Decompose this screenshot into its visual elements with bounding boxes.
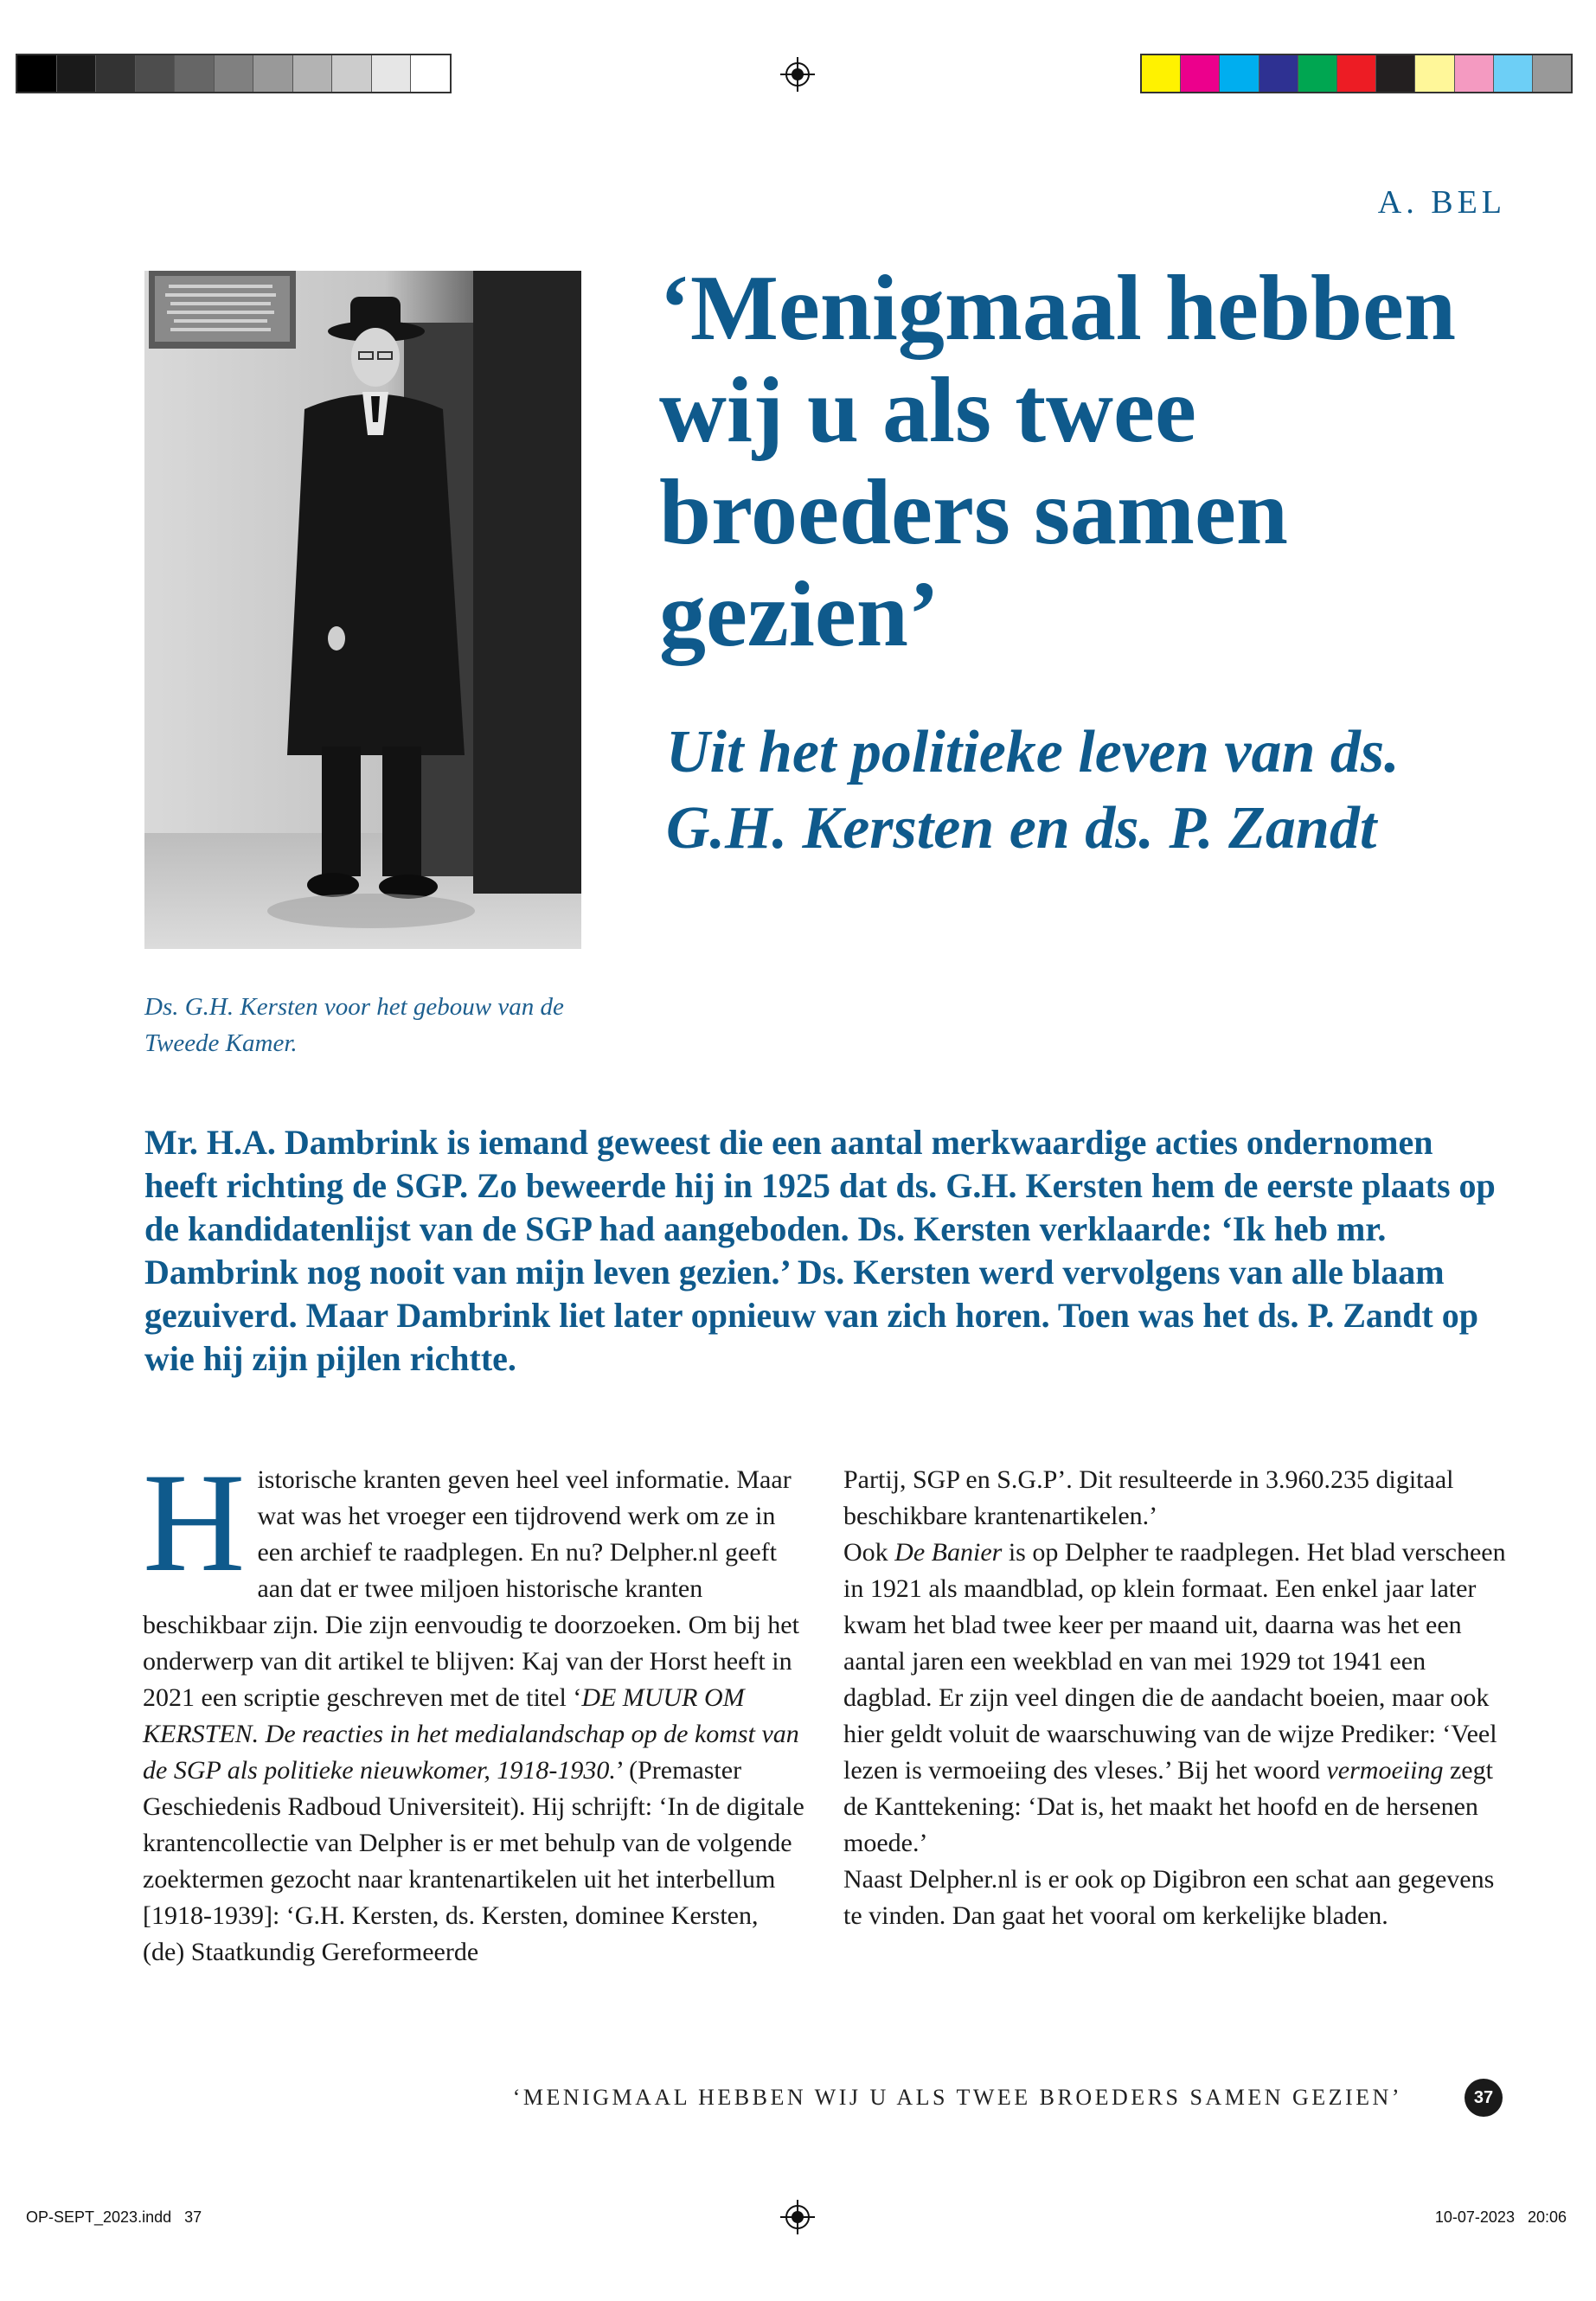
photo-caption: Ds. G.H. Kersten voor het gebouw van de Tweede Kamer. <box>144 993 564 1057</box>
body-text: is op Delpher te raadplegen. Het blad verscheen in 1921 als maandblad, op klein formaat. Een enkel jaar later kwam het blad twee keer per maand uit, daarna was het een aantal jaren een weekblad en van mei 1929 tot 1941 een dagblad. Er zijn veel dingen die de aandacht boeien, maar ook hier geldt voluit de waarschuwing van de wijze Prediker: ‘Veel lezen is vermoeiing des vleses.’ Bij het woord <box>843 1538 1506 1785</box>
color-swatch <box>1415 55 1454 92</box>
gray-swatch <box>96 55 136 92</box>
registration-mark-bottom-icon <box>780 2200 815 2234</box>
page-number: 37 <box>1465 2079 1503 2117</box>
color-swatch <box>1337 55 1376 92</box>
color-swatch <box>1376 55 1415 92</box>
color-calibration-strip <box>1140 54 1573 93</box>
color-swatch <box>1298 55 1337 92</box>
gray-swatch <box>372 55 412 92</box>
grayscale-calibration-strip <box>16 54 452 93</box>
running-title: ‘MENIGMAAL HEBBEN WIJ U ALS TWEE BROEDERS SAMEN GEZIEN’ <box>512 2085 1402 2110</box>
gray-swatch <box>17 55 57 92</box>
portrait-photo <box>144 271 581 949</box>
article-title: ‘Menigmaal hebben wij u als twee broeders samen gezien’ <box>659 257 1457 666</box>
slug-file-info: OP-SEPT_2023.indd 37 <box>26 2208 202 2226</box>
registration-mark-top-icon <box>780 57 815 92</box>
color-swatch <box>1259 55 1298 92</box>
emphasized-word: vermoeiing <box>1326 1756 1444 1785</box>
thesis-title: DE MUUR OM KERSTEN. De reacties in het medialandschap op de komst van de SGP als politieke nieuwkomer, 1918-1930. <box>143 1683 799 1785</box>
slug-date-info: 10-07-2023 20:06 <box>1434 2208 1567 2226</box>
color-swatch <box>1494 55 1533 92</box>
body-text: zegt de Kanttekening: ‘Dat is, het maakt het hoofd en de hersenen moede.’ <box>843 1756 1493 1857</box>
body-column-left <box>143 1445 805 1971</box>
body-text: istorische kranten geven heel veel informatie. Maar wat was het vroeger een tijdrovend werk om ze in een archief te raadplegen. En nu? Delpher.nl geeft aan dat er twee miljoen historische kranten beschikbaar zijn. Die zijn eenvoudig te doorzoeken. Om bij het onderwerp van dit artikel te blijven: Kaj van der Horst heeft in 2021 een scriptie geschreven met de titel ‘ <box>143 1465 799 1712</box>
gray-swatch <box>293 55 333 92</box>
drop-cap: H <box>143 1445 246 1601</box>
gray-swatch <box>175 55 215 92</box>
body-paragraph: Naast Delpher.nl is er ook op Digibron een schat aan gegevens te vinden. Dan gaat het vooral om kerkelijke bladen. <box>843 1865 1495 1930</box>
publication-title: De Banier <box>894 1538 1003 1567</box>
author-byline: A. BEL <box>1377 184 1506 221</box>
body-text: Ook <box>843 1538 895 1567</box>
article-intro: Mr. H.A. Dambrink is iemand geweest die een aantal merkwaardige acties ondernomen heeft richting de SGP. Zo beweerde hij in 1925 dat ds. G.H. Kersten hem de eerste plaats op de kandidatenlijst van de SGP had aangeboden. Ds. Kersten verklaarde: ‘Ik heb mr. Dambrink nog nooit van mijn leven gezien.’ Ds. Kersten werd vervolgens van alle blaam gezuiverd. Maar Dambrink liet later opnieuw van zich horen. Toen was het ds. P. Zandt op wie hij zijn pijlen richtte. <box>144 1123 1496 1378</box>
gray-swatch <box>332 55 372 92</box>
gray-swatch <box>215 55 254 92</box>
color-swatch <box>1533 55 1571 92</box>
body-paragraph <box>843 1535 1509 1862</box>
body-paragraph <box>143 1445 805 1971</box>
color-swatch <box>1142 55 1181 92</box>
gray-swatch <box>253 55 293 92</box>
gray-swatch <box>57 55 97 92</box>
body-paragraph: Partij, SGP en S.G.P’. Dit resulteerde in 3.960.235 digitaal beschikbare krantenartikelen.’ <box>843 1465 1454 1530</box>
article-subtitle: Uit het politieke leven van ds. G.H. Kersten en ds. P. Zandt <box>666 719 1400 862</box>
body-text: ’ (Premaster Geschiedenis Radboud Universiteit). Hij schrijft: ‘In de digitale krantencollectie van Delpher is er met behulp van de volgende zoektermen gezocht naar krantenartikelen uit het interbellum [1918-1939]: ‘G.H. Kersten, ds. Kersten, dominee Kersten, (de) Staatkundig Gereformeerde <box>143 1756 804 1966</box>
color-swatch <box>1220 55 1259 92</box>
gray-swatch <box>136 55 176 92</box>
color-swatch <box>1181 55 1220 92</box>
gray-swatch <box>411 55 450 92</box>
color-swatch <box>1455 55 1494 92</box>
body-column-right <box>843 1462 1509 1934</box>
